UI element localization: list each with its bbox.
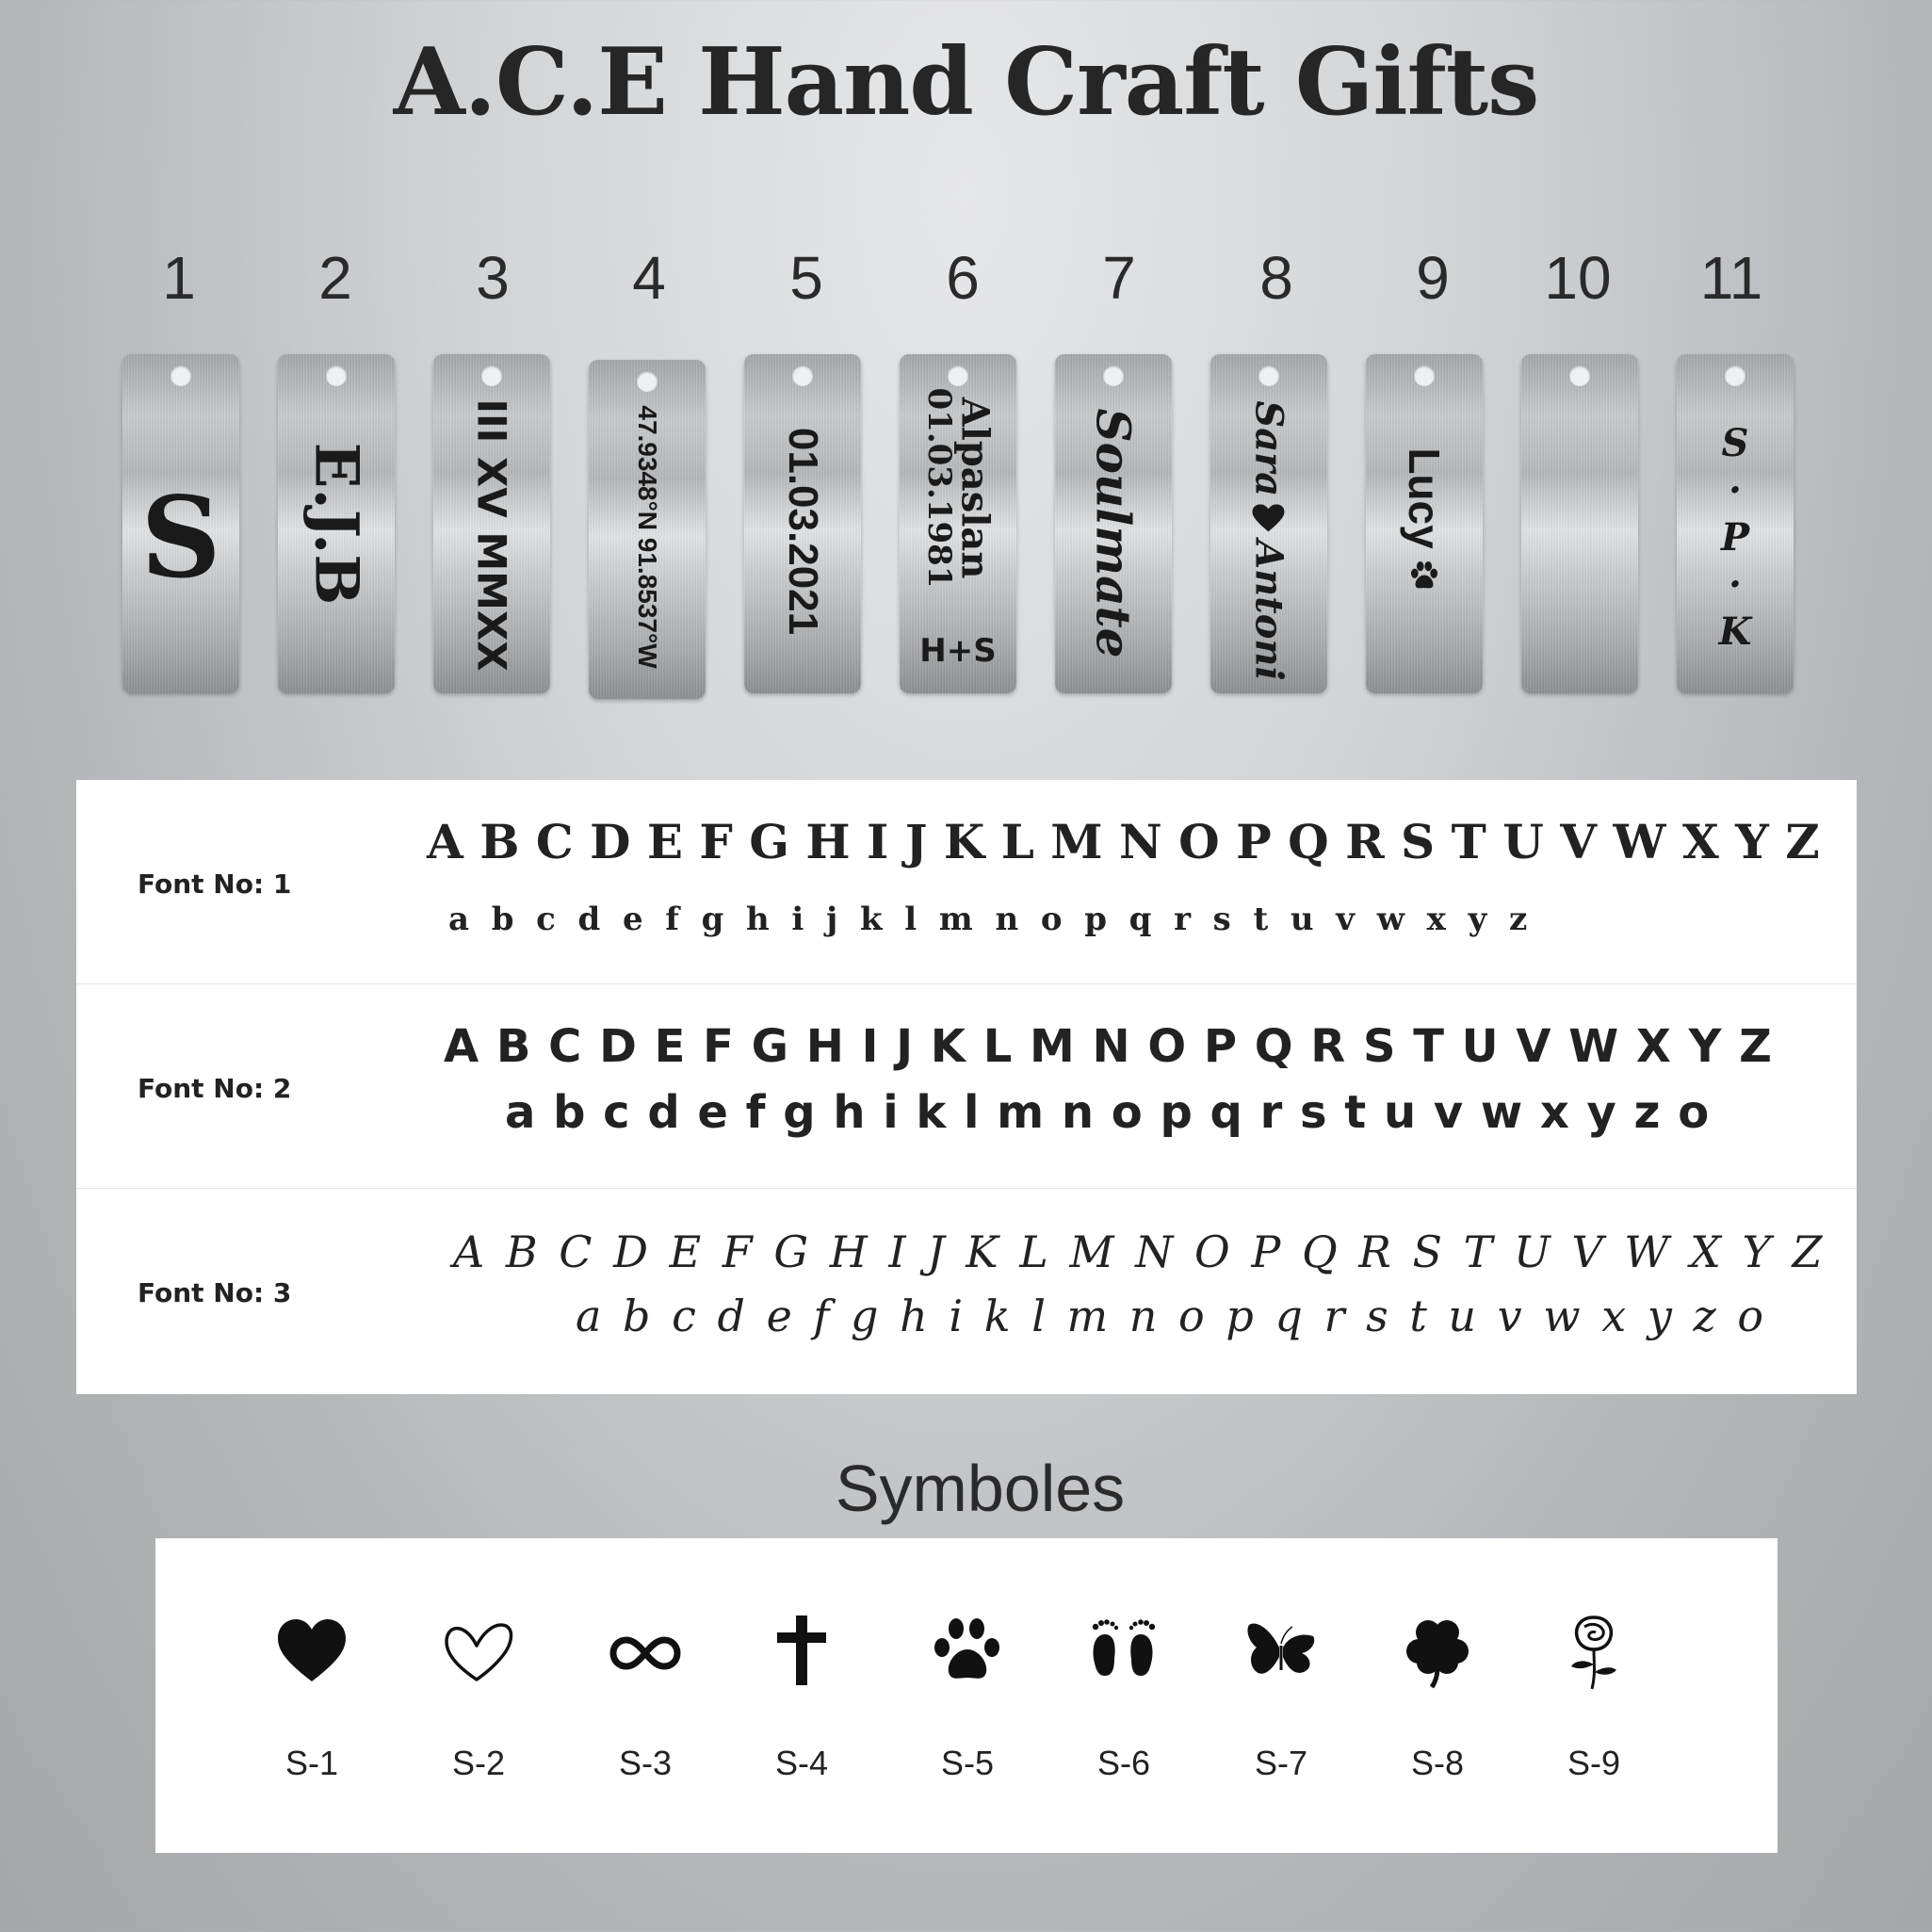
tag-hole — [637, 371, 658, 392]
tag-4 — [589, 360, 706, 699]
clover-icon — [1400, 1614, 1475, 1689]
tag-2 — [278, 354, 395, 693]
tag-number-10: 10 — [1544, 244, 1612, 312]
font-label-3: Font No: 3 — [138, 1277, 292, 1308]
symbol-label: S-5 — [940, 1744, 995, 1782]
tag-5 — [744, 354, 861, 693]
font-label-2: Font No: 2 — [138, 1073, 292, 1104]
tag-number-11: 11 — [1699, 244, 1763, 312]
symbol-label: S-9 — [1567, 1744, 1621, 1782]
font-1-lowercase: a b c d e f g h i j k l m n o p q r s t u v w x y z — [448, 901, 1528, 938]
tag-number-1: 1 — [162, 244, 196, 312]
symbol-label: S-4 — [774, 1744, 829, 1782]
tag-8-text — [1247, 400, 1291, 680]
tag-hole — [948, 365, 968, 386]
tag-hole — [1725, 365, 1745, 386]
tag-9 — [1366, 354, 1483, 693]
tag-3 — [433, 354, 550, 693]
tag-8-name2: Antoni — [1246, 540, 1291, 681]
tag-hole — [1258, 365, 1279, 386]
heart-icon — [1253, 504, 1285, 532]
tag-11 — [1677, 354, 1794, 693]
tag-4-text: 47.9348°N 91.8537°W — [633, 405, 662, 669]
tag-number-9: 9 — [1416, 244, 1450, 312]
font-2-uppercase: A B C D E F G H I J K L M N O P Q R S T U V W X Y Z — [444, 1020, 1773, 1073]
font-3-lowercase: a b c d e f g h i k l m n o p q r s t u v w x y z o — [576, 1291, 1768, 1341]
infinity-icon — [608, 1614, 683, 1689]
font-1-uppercase: A B C D E F G H I J K L M N O P Q R S T U V W X Y Z — [427, 814, 1820, 869]
cross-icon — [764, 1614, 839, 1689]
symbol-label: S-8 — [1410, 1744, 1465, 1782]
tag-hole — [1414, 365, 1435, 386]
tag-hole — [792, 365, 813, 386]
tag-number-6: 6 — [946, 244, 980, 312]
tag-6-line3: H+S — [919, 632, 997, 670]
tag-11-text: S · P · K — [1718, 421, 1752, 654]
font-label-1: Font No: 1 — [138, 869, 292, 900]
tag-9-name: Lucy — [1400, 447, 1449, 549]
symbol-label: S-3 — [618, 1744, 673, 1782]
tag-3-text: III XV MMXX — [468, 398, 515, 672]
tag-1-text: S — [140, 472, 221, 603]
symbols-heading: Symboles — [835, 1452, 1126, 1525]
tag-hole — [1103, 365, 1124, 386]
paw-icon — [930, 1614, 1005, 1689]
symbols-panel — [155, 1538, 1778, 1853]
tag-1 — [122, 354, 239, 693]
tag-6 — [900, 354, 1016, 693]
tag-7-text: Soulmate — [1085, 408, 1142, 658]
tag-number-8: 8 — [1259, 244, 1293, 312]
tag-7 — [1055, 354, 1172, 693]
font-row-3 — [76, 1189, 1857, 1392]
rose-icon — [1556, 1608, 1632, 1695]
page-title: A.C.E Hand Craft Gifts — [393, 28, 1539, 137]
tag-2-text: E.J.B — [300, 442, 372, 606]
tag-5-text: 01.03.2021 — [780, 427, 826, 636]
butterfly-icon — [1243, 1614, 1319, 1689]
tag-8-name1: Sara — [1246, 400, 1291, 497]
tag-number-3: 3 — [476, 244, 510, 312]
tag-6-line2: 01.03.1981 — [920, 387, 958, 589]
tag-6-line1: Alpaslan — [952, 397, 998, 579]
fonts-panel — [76, 780, 1857, 1394]
heart-solid-icon — [274, 1614, 349, 1689]
tag-number-5: 5 — [789, 244, 823, 312]
font-3-uppercase: A B C D E F G H I J K L M N O P Q R S T U V W X Y Z — [453, 1226, 1826, 1277]
font-row-1 — [76, 780, 1857, 984]
symbol-label: S-2 — [451, 1744, 506, 1782]
font-2-lowercase: a b c d e f g h i k l m n o p q r s t u v w x y z o — [505, 1086, 1711, 1139]
tag-number-7: 7 — [1102, 244, 1136, 312]
tag-hole — [170, 365, 191, 386]
tag-hole — [326, 365, 347, 386]
baby-feet-icon — [1086, 1614, 1161, 1689]
tag-hole — [481, 365, 502, 386]
tag-8 — [1210, 354, 1327, 693]
symbol-label: S-6 — [1096, 1744, 1151, 1782]
tag-10 — [1521, 354, 1638, 693]
paw-icon — [1408, 560, 1440, 593]
heart-outline-icon — [441, 1614, 516, 1689]
symbol-label: S-1 — [284, 1744, 339, 1782]
symbol-label: S-7 — [1254, 1744, 1308, 1782]
tag-9-text — [1399, 447, 1450, 592]
tag-number-4: 4 — [632, 244, 666, 312]
font-row-2 — [76, 984, 1857, 1189]
tag-number-2: 2 — [318, 244, 352, 312]
tag-hole — [1569, 365, 1590, 386]
